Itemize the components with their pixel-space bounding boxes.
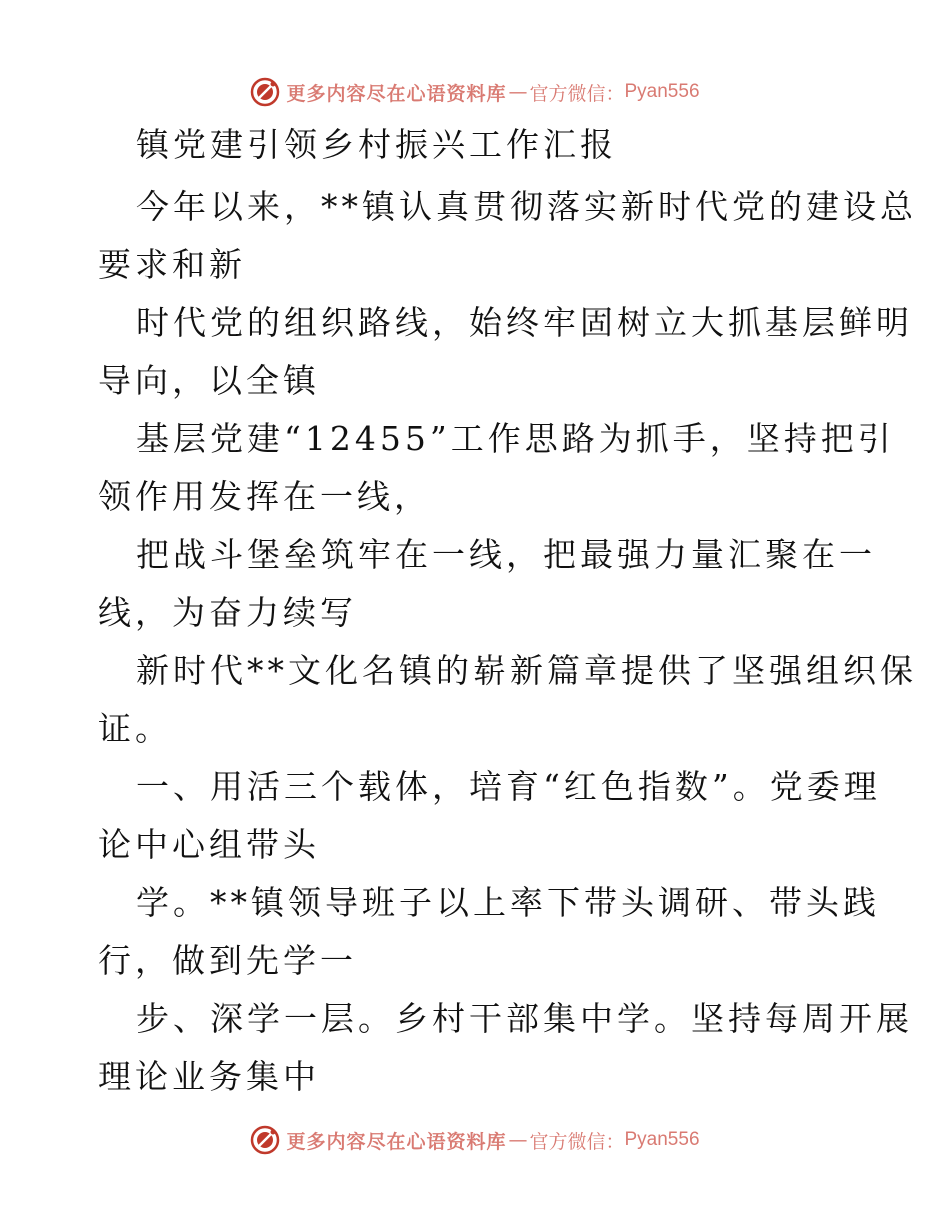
banner-wechat-id: Pyan556 bbox=[624, 81, 700, 102]
document-line: 行，做到先学一 bbox=[98, 941, 357, 980]
banner-main-text: 更多内容尽在心语资料库 bbox=[286, 82, 507, 105]
document-title: 镇党建引领乡村振兴工作汇报 bbox=[136, 125, 617, 164]
document-line: 今年以来，**镇认真贯彻落实新时代党的建设总 bbox=[136, 187, 917, 226]
header-watermark-banner bbox=[0, 72, 950, 112]
banner-separator: — bbox=[508, 1129, 528, 1151]
document-line: 学。**镇领导班子以上率下带头调研、带头践 bbox=[136, 883, 880, 922]
document-line: 新时代**文化名镇的崭新篇章提供了坚强组织保 bbox=[136, 651, 917, 690]
document-line: 导向，以全镇 bbox=[98, 361, 320, 400]
document-line: 要求和新 bbox=[98, 245, 246, 284]
document-line: 线，为奋力续写 bbox=[98, 593, 357, 632]
document-line: 一、用活三个载体，培育“红色指数”。党委理 bbox=[136, 767, 881, 806]
document-line: 时代党的组织路线，始终牢固树立大抓基层鲜明 bbox=[136, 303, 913, 342]
footer-watermark-banner bbox=[0, 1120, 950, 1160]
document-line: 领作用发挥在一线， bbox=[98, 477, 431, 516]
seal-logo-icon bbox=[250, 1125, 280, 1155]
document-line: 把战斗堡垒筑牢在一线，把最强力量汇聚在一 bbox=[136, 535, 876, 574]
banner-wechat-id: Pyan556 bbox=[624, 1129, 700, 1150]
document-line: 理论业务集中 bbox=[98, 1057, 320, 1096]
document-line: 论中心组带头 bbox=[98, 825, 320, 864]
document-line: 证。 bbox=[98, 709, 172, 748]
document-line: 基层党建“12455”工作思路为抓手，坚持把引 bbox=[136, 419, 895, 458]
banner-separator: — bbox=[508, 81, 528, 103]
seal-logo-icon bbox=[250, 77, 280, 107]
banner-wechat-label: 官方微信： bbox=[529, 82, 625, 105]
banner-main-text: 更多内容尽在心语资料库 bbox=[286, 1130, 507, 1153]
document-line: 步、深学一层。乡村干部集中学。坚持每周开展 bbox=[136, 999, 913, 1038]
banner-wechat-label: 官方微信： bbox=[529, 1130, 625, 1153]
